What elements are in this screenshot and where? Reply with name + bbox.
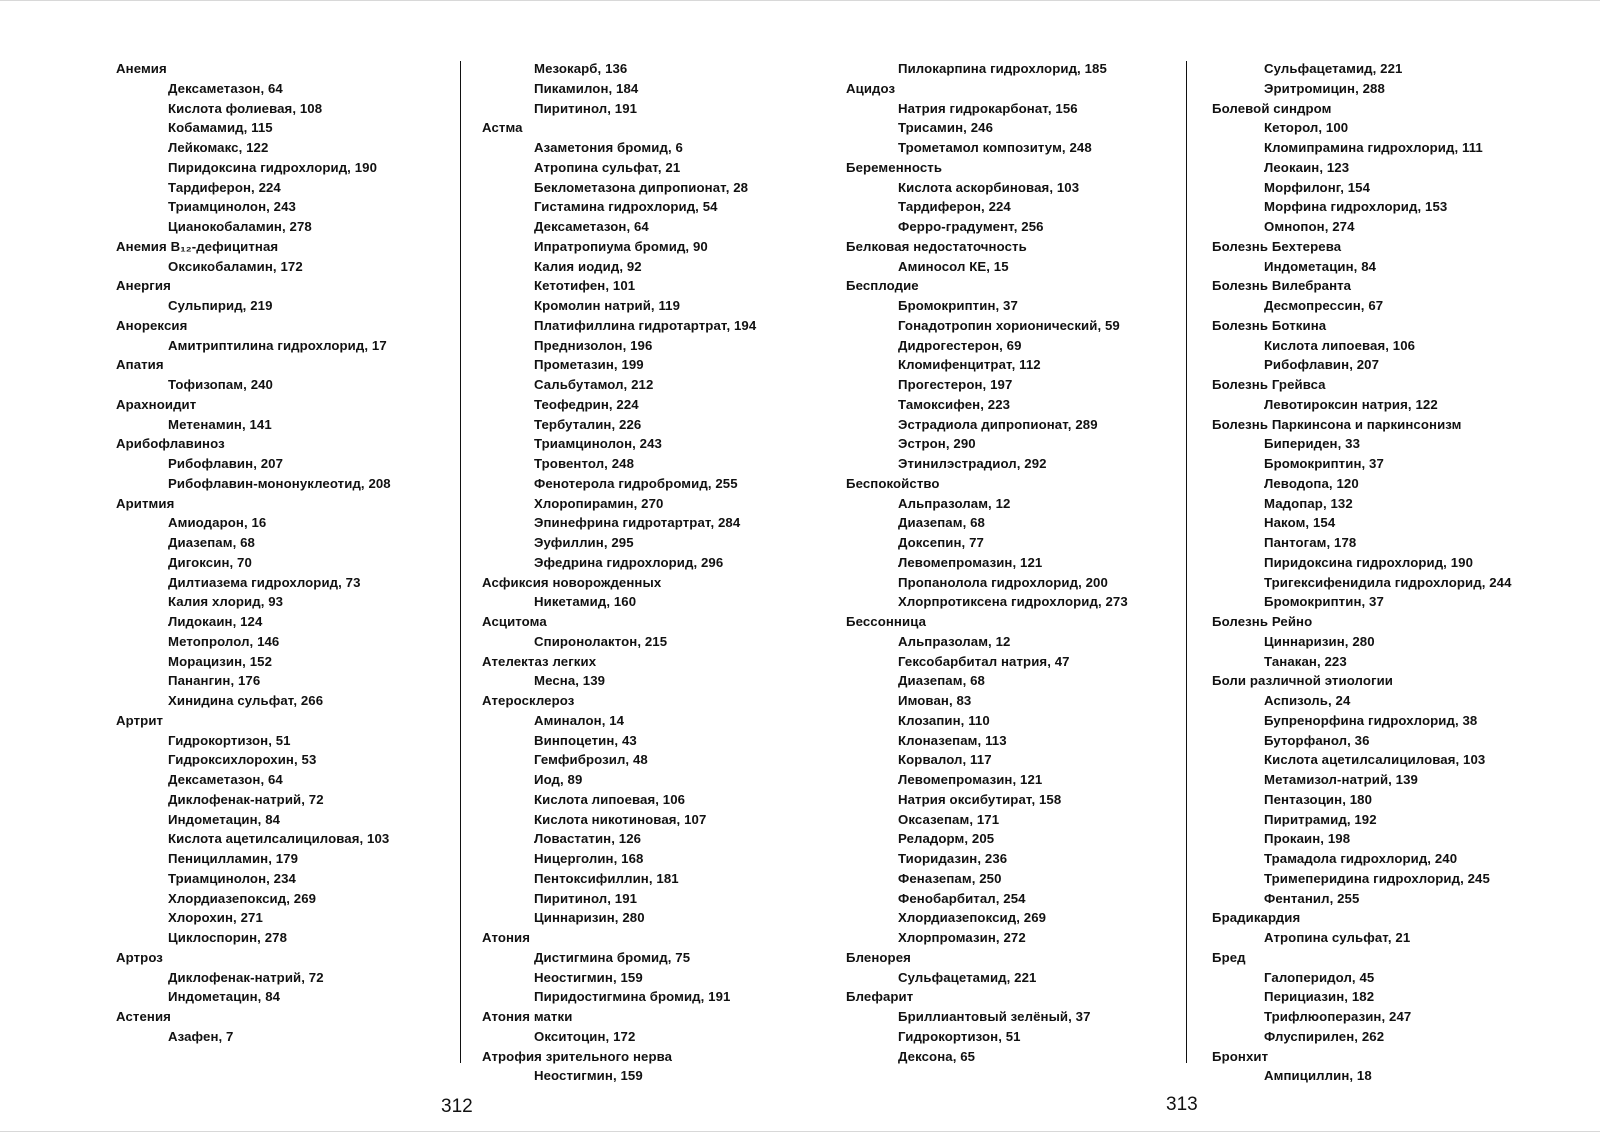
index-entry: Эпинефрина гидротартрат, 284 bbox=[534, 515, 741, 531]
index-entry: Морацизин, 152 bbox=[168, 653, 273, 669]
index-entry: Иод, 89 bbox=[534, 772, 583, 787]
index-entry: Рибофлавин, 207 bbox=[1264, 357, 1380, 373]
index-heading: Бессонница bbox=[846, 614, 927, 629]
index-entry: Кислота аскорбиновая, 103 bbox=[898, 179, 1080, 195]
index-entry: Индометацин, 84 bbox=[168, 989, 281, 1005]
index-entry: Бриллиантовый зелёный, 37 bbox=[898, 1009, 1091, 1024]
index-entry: Трисамин, 246 bbox=[898, 120, 994, 136]
index-entry: Платифиллина гидротартрат, 194 bbox=[534, 317, 757, 333]
index-entry: Корвалол, 117 bbox=[898, 752, 992, 768]
index-entry: Кислота фолиевая, 108 bbox=[168, 100, 323, 116]
index-entry: Атропина сульфат, 21 bbox=[534, 159, 681, 175]
index-heading: Бронхит bbox=[1212, 1048, 1269, 1064]
index-entry: Аминосол КЕ, 15 bbox=[898, 258, 1009, 274]
index-column-1 bbox=[116, 59, 391, 1047]
index-entry: Имован, 83 bbox=[898, 693, 972, 708]
index-entry: Натрия оксибутират, 158 bbox=[898, 791, 1062, 807]
index-entry: Неостигмин, 159 bbox=[534, 969, 643, 985]
index-entry: Кислота ацетилсалициловая, 103 bbox=[1264, 752, 1486, 768]
index-entry: Тиоридазин, 236 bbox=[898, 851, 1008, 866]
index-entry: Фентанил, 255 bbox=[1264, 890, 1360, 906]
index-heading: Атеросклероз bbox=[482, 693, 575, 708]
index-heading: Анорексия bbox=[116, 317, 188, 333]
index-entry: Диазепам, 68 bbox=[898, 515, 985, 531]
index-entry: Спиронолактон, 215 bbox=[534, 633, 668, 649]
index-entry: Метенамин, 141 bbox=[168, 416, 272, 432]
index-entry: Дидрогестерон, 69 bbox=[898, 337, 1022, 353]
index-entry: Дексаметазон, 64 bbox=[168, 772, 283, 787]
index-entry: Флуспирилен, 262 bbox=[1264, 1028, 1385, 1044]
index-entry: Танакан, 223 bbox=[1264, 653, 1347, 669]
index-heading: Беспокойство bbox=[846, 475, 940, 491]
index-entry: Аминалон, 14 bbox=[534, 712, 625, 728]
index-heading: Асцитома bbox=[482, 614, 547, 629]
index-heading: Болевой синдром bbox=[1212, 100, 1332, 116]
column-divider-left bbox=[460, 61, 461, 1063]
index-entry: Оксикобаламин, 172 bbox=[168, 258, 303, 274]
index-heading: Анемия bbox=[116, 61, 167, 76]
index-entry: Бромокриптин, 37 bbox=[1264, 594, 1384, 610]
index-heading: Астения bbox=[116, 1009, 171, 1024]
index-entry: Пентоксифиллин, 181 bbox=[534, 870, 679, 886]
index-entry: Гидроксихлорохин, 53 bbox=[168, 752, 317, 768]
index-heading: Апатия bbox=[116, 357, 164, 373]
index-entry: Тардиферон, 224 bbox=[168, 179, 281, 195]
index-entry: Этинилэстрадиол, 292 bbox=[898, 456, 1047, 471]
index-heading: Асфиксия новорожденных bbox=[482, 574, 662, 590]
index-entry: Циннаризин, 280 bbox=[1264, 633, 1375, 649]
index-entry: Циннаризин, 280 bbox=[534, 910, 645, 926]
index-entry: Ампициллин, 18 bbox=[1264, 1068, 1372, 1084]
index-entry: Тримеперидина гидрохлорид, 245 bbox=[1264, 870, 1490, 886]
index-entry: Трометамол композитум, 248 bbox=[898, 140, 1092, 155]
index-entry: Мезокарб, 136 bbox=[534, 61, 628, 76]
index-heading: Анергия bbox=[116, 278, 171, 294]
index-entry: Ловастатин, 126 bbox=[534, 831, 642, 847]
index-entry: Рибофлавин-мононуклеотид, 208 bbox=[168, 475, 391, 491]
index-entry: Кломипрамина гидрохлорид, 111 bbox=[1264, 140, 1483, 155]
index-entry: Циклоспорин, 278 bbox=[168, 930, 287, 945]
index-heading: Арахноидит bbox=[116, 396, 197, 412]
index-entry: Перициазин, 182 bbox=[1264, 989, 1375, 1005]
index-entry: Мадопар, 132 bbox=[1264, 495, 1353, 511]
index-entry: Гексобарбитал натрия, 47 bbox=[898, 653, 1070, 669]
index-entry: Кломифенцитрат, 112 bbox=[898, 357, 1041, 373]
index-heading: Болезнь Рейно bbox=[1212, 614, 1313, 629]
index-entry: Гидрокортизон, 51 bbox=[168, 732, 291, 748]
index-entry: Оксазепам, 171 bbox=[898, 811, 1000, 827]
index-entry: Дистигмина бромид, 75 bbox=[534, 949, 691, 965]
index-entry: Пиридоксина гидрохлорид, 190 bbox=[168, 159, 378, 175]
index-entry: Пиритинол, 191 bbox=[534, 100, 638, 116]
index-entry: Диклофенак-натрий, 72 bbox=[168, 791, 324, 807]
index-entry: Фенотерола гидробромид, 255 bbox=[534, 475, 738, 491]
index-heading: Атрофия зрительного нерва bbox=[482, 1048, 673, 1064]
index-entry: Альпразолам, 12 bbox=[898, 633, 1011, 649]
index-entry: Диклофенак-натрий, 72 bbox=[168, 969, 324, 985]
index-heading: Артрит bbox=[116, 712, 164, 728]
index-heading: Белковая недостаточность bbox=[846, 238, 1027, 254]
index-heading: Ацидоз bbox=[846, 80, 896, 96]
index-entry: Трамадола гидрохлорид, 240 bbox=[1264, 851, 1458, 866]
index-entry: Эстрон, 290 bbox=[898, 436, 976, 452]
index-entry: Триамцинолон, 243 bbox=[168, 199, 296, 215]
index-entry: Ипратропиума бромид, 90 bbox=[534, 238, 708, 254]
index-heading: Блефарит bbox=[846, 989, 914, 1005]
index-entry: Пиридостигмина бромид, 191 bbox=[534, 989, 731, 1005]
index-entry: Бипериден, 33 bbox=[1264, 436, 1361, 452]
index-heading: Болезнь Паркинсона и паркинсонизм bbox=[1212, 416, 1462, 432]
index-entry: Бромокриптин, 37 bbox=[898, 298, 1018, 313]
index-entry: Лейкомакс, 122 bbox=[168, 140, 269, 155]
index-heading: Бленорея bbox=[846, 949, 911, 965]
index-entry: Триамцинолон, 243 bbox=[534, 436, 662, 452]
index-entry: Панангин, 176 bbox=[168, 673, 261, 689]
index-entry: Индометацин, 84 bbox=[1264, 258, 1377, 274]
index-entry: Азаметония бромид, 6 bbox=[534, 140, 683, 155]
index-entry: Хлорпромазин, 272 bbox=[898, 930, 1026, 945]
index-entry: Ферро-градумент, 256 bbox=[898, 219, 1044, 234]
index-entry: Месна, 139 bbox=[534, 673, 606, 689]
index-entry: Прокаин, 198 bbox=[1264, 831, 1351, 847]
index-entry: Галоперидол, 45 bbox=[1264, 969, 1375, 985]
index-entry: Рибофлавин, 207 bbox=[168, 456, 284, 471]
index-heading: Брадикардия bbox=[1212, 910, 1301, 926]
index-entry: Левотироксин натрия, 122 bbox=[1264, 396, 1438, 412]
index-entry: Тербуталин, 226 bbox=[534, 416, 642, 432]
index-heading: Боли различной этиологии bbox=[1212, 673, 1393, 689]
index-entry: Прогестерон, 197 bbox=[898, 377, 1013, 392]
index-entry: Сальбутамол, 212 bbox=[534, 377, 654, 392]
index-entry: Пантогам, 178 bbox=[1264, 535, 1357, 550]
index-entry: Гемфиброзил, 48 bbox=[534, 752, 648, 768]
index-entry: Эритромицин, 288 bbox=[1264, 80, 1385, 96]
index-heading: Аритмия bbox=[116, 495, 175, 511]
index-entry: Натрия гидрокарбонат, 156 bbox=[898, 100, 1078, 116]
index-entry: Теофедрин, 224 bbox=[534, 396, 639, 412]
index-entry: Эстрадиола дипропионат, 289 bbox=[898, 416, 1098, 432]
index-heading: Атония bbox=[482, 930, 531, 945]
index-entry: Кетотифен, 101 bbox=[534, 278, 636, 294]
index-heading: Атония матки bbox=[482, 1009, 573, 1024]
index-entry: Кобамамид, 115 bbox=[168, 120, 273, 136]
index-entry: Реладорм, 205 bbox=[898, 831, 995, 847]
index-entry: Левомепромазин, 121 bbox=[898, 772, 1043, 787]
index-entry: Кислота липоевая, 106 bbox=[1264, 337, 1416, 353]
index-entry: Аспизоль, 24 bbox=[1264, 693, 1351, 708]
index-entry: Пропанолола гидрохлорид, 200 bbox=[898, 574, 1108, 590]
index-entry: Хлордиазепоксид, 269 bbox=[168, 890, 317, 906]
index-heading: Бесплодие bbox=[846, 278, 919, 294]
index-entry: Пикамилон, 184 bbox=[534, 80, 639, 96]
index-entry: Фенобарбитал, 254 bbox=[898, 890, 1026, 906]
index-entry: Омнопон, 274 bbox=[1264, 219, 1355, 234]
index-heading: Болезнь Боткина bbox=[1212, 317, 1327, 333]
index-entry: Клозапин, 110 bbox=[898, 712, 990, 728]
index-entry: Кеторол, 100 bbox=[1264, 120, 1349, 136]
index-entry: Лидокаин, 124 bbox=[168, 614, 263, 629]
index-heading: Анемия B₁₂-дефицитная bbox=[116, 238, 279, 254]
index-heading: Астма bbox=[482, 120, 523, 136]
index-entry: Пиритрамид, 192 bbox=[1264, 811, 1377, 827]
index-entry: Метамизол-натрий, 139 bbox=[1264, 772, 1418, 787]
column-divider-right bbox=[1186, 61, 1187, 1063]
index-entry: Дексона, 65 bbox=[898, 1048, 976, 1064]
index-entry: Гонадотропин хорионический, 59 bbox=[898, 317, 1120, 333]
index-column-2 bbox=[482, 59, 756, 1086]
index-entry: Калия хлорид, 93 bbox=[168, 594, 284, 610]
index-column-4 bbox=[1212, 59, 1512, 1086]
index-entry: Гистамина гидрохлорид, 54 bbox=[534, 199, 718, 215]
index-entry: Тамоксифен, 223 bbox=[898, 396, 1011, 412]
index-entry: Тардиферон, 224 bbox=[898, 199, 1011, 215]
index-entry: Буторфанол, 36 bbox=[1264, 732, 1370, 748]
index-heading: Артроз bbox=[116, 949, 163, 965]
index-entry: Дигоксин, 70 bbox=[168, 554, 252, 570]
index-entry: Дексаметазон, 64 bbox=[168, 80, 283, 96]
index-entry: Индометацин, 84 bbox=[168, 811, 281, 827]
index-heading: Беременность bbox=[846, 159, 943, 175]
index-entry: Диазепам, 68 bbox=[168, 535, 255, 550]
index-entry: Левомепромазин, 121 bbox=[898, 554, 1043, 570]
index-entry: Сульфацетамид, 221 bbox=[898, 969, 1037, 985]
index-entry: Амиодарон, 16 bbox=[168, 515, 267, 531]
index-entry: Хлоропирамин, 270 bbox=[534, 495, 664, 511]
index-heading: Бред bbox=[1212, 949, 1246, 965]
index-entry: Эфедрина гидрохлорид, 296 bbox=[534, 554, 724, 570]
index-heading: Болезнь Вилебранта bbox=[1212, 278, 1352, 294]
index-entry: Леокаин, 123 bbox=[1264, 159, 1350, 175]
index-entry: Трифлюоперазин, 247 bbox=[1264, 1009, 1412, 1024]
index-entry: Метопролол, 146 bbox=[168, 633, 280, 649]
index-entry: Пиритинол, 191 bbox=[534, 890, 638, 906]
index-entry: Хинидина сульфат, 266 bbox=[168, 693, 324, 708]
index-entry: Кислота ацетилсалициловая, 103 bbox=[168, 831, 390, 847]
index-entry: Феназепам, 250 bbox=[898, 870, 1002, 886]
index-entry: Тровентол, 248 bbox=[534, 456, 635, 471]
index-entry: Гидрокортизон, 51 bbox=[898, 1028, 1021, 1044]
index-entry: Сульфацетамид, 221 bbox=[1264, 61, 1403, 76]
page-number-left: 312 bbox=[441, 1096, 473, 1117]
index-entry: Пилокарпина гидрохлорид, 185 bbox=[898, 61, 1107, 76]
index-heading: Ателектаз легких bbox=[482, 653, 597, 669]
index-entry: Дексаметазон, 64 bbox=[534, 219, 649, 234]
index-entry: Винпоцетин, 43 bbox=[534, 732, 637, 748]
index-entry: Альпразолам, 12 bbox=[898, 495, 1011, 511]
index-entry: Кислота липоевая, 106 bbox=[534, 791, 686, 807]
index-entry: Окситоцин, 172 bbox=[534, 1028, 636, 1044]
index-entry: Неостигмин, 159 bbox=[534, 1068, 643, 1084]
index-entry: Беклометазона дипропионат, 28 bbox=[534, 179, 749, 195]
index-entry: Морфилонг, 154 bbox=[1264, 179, 1371, 195]
index-entry: Хлорохин, 271 bbox=[168, 910, 263, 926]
index-entry: Азафен, 7 bbox=[168, 1028, 234, 1044]
index-entry: Клоназепам, 113 bbox=[898, 732, 1007, 748]
index-entry: Доксепин, 77 bbox=[898, 535, 984, 550]
index-entry: Триамцинолон, 234 bbox=[168, 870, 296, 886]
index-heading: Арибофлавиноз bbox=[116, 436, 225, 452]
index-entry: Ницерголин, 168 bbox=[534, 851, 644, 866]
index-entry: Эуфиллин, 295 bbox=[534, 535, 634, 550]
index-entry: Тригексифенидила гидрохлорид, 244 bbox=[1264, 574, 1512, 590]
index-entry: Амитриптилина гидрохлорид, 17 bbox=[168, 337, 387, 353]
index-entry: Атропина сульфат, 21 bbox=[1264, 930, 1411, 945]
index-entry: Тофизопам, 240 bbox=[168, 377, 273, 392]
page-number-right: 313 bbox=[1166, 1094, 1198, 1115]
index-entry: Цианокобаламин, 278 bbox=[168, 219, 312, 234]
index-entry: Бромокриптин, 37 bbox=[1264, 456, 1384, 471]
index-entry: Преднизолон, 196 bbox=[534, 337, 653, 353]
index-entry: Прометазин, 199 bbox=[534, 357, 644, 373]
index-entry: Наком, 154 bbox=[1264, 515, 1336, 531]
index-entry: Диазепам, 68 bbox=[898, 673, 985, 689]
index-entry: Дилтиазема гидрохлорид, 73 bbox=[168, 574, 361, 590]
index-heading: Болезнь Бехтерева bbox=[1212, 238, 1342, 254]
index-entry: Бупренорфина гидрохлорид, 38 bbox=[1264, 712, 1478, 728]
index-entry: Пиридоксина гидрохлорид, 190 bbox=[1264, 554, 1474, 570]
index-column-3 bbox=[846, 59, 1128, 1066]
index-entry: Никетамид, 160 bbox=[534, 594, 637, 610]
index-entry: Морфина гидрохлорид, 153 bbox=[1264, 199, 1448, 215]
index-entry: Хлорпротиксена гидрохлорид, 273 bbox=[898, 594, 1128, 610]
index-entry: Пентазоцин, 180 bbox=[1264, 791, 1373, 807]
index-entry: Кислота никотиновая, 107 bbox=[534, 811, 707, 827]
index-entry: Хлордиазепоксид, 269 bbox=[898, 910, 1047, 926]
index-entry: Леводопа, 120 bbox=[1264, 475, 1359, 491]
index-entry: Пеницилламин, 179 bbox=[168, 851, 299, 866]
index-entry: Кромолин натрий, 119 bbox=[534, 298, 681, 313]
index-entry: Калия иодид, 92 bbox=[534, 258, 642, 274]
index-entry: Десмопрессин, 67 bbox=[1264, 298, 1384, 313]
index-heading: Болезнь Грейвса bbox=[1212, 377, 1326, 392]
index-entry: Сульпирид, 219 bbox=[168, 298, 273, 313]
